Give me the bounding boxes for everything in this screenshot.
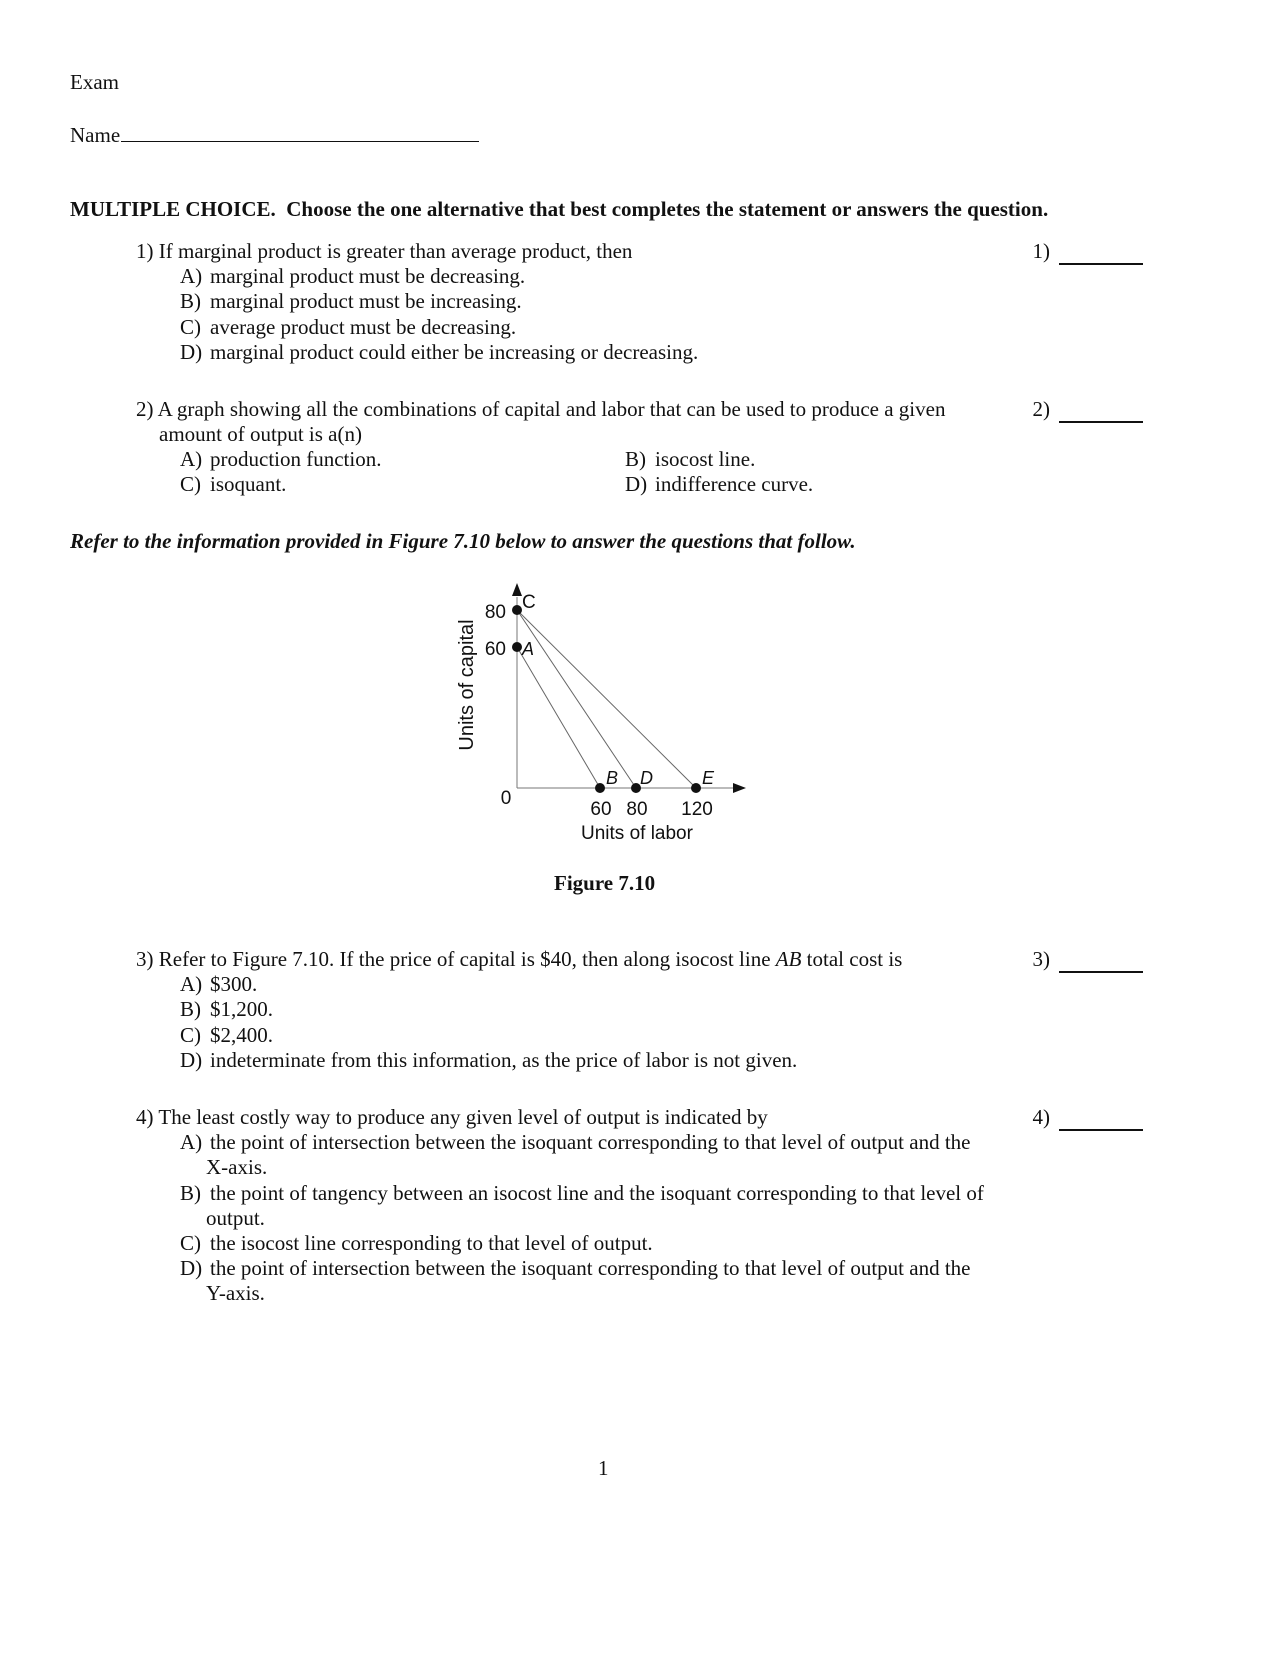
question-number: 4) <box>136 1105 154 1129</box>
option-b[interactable]: B) $1,200. <box>180 997 273 1021</box>
option-a[interactable]: A) $300. <box>180 972 258 996</box>
option-d[interactable]: D) marginal product could either be increasing or decreasing. <box>180 340 699 364</box>
question-number: 1) <box>136 239 154 263</box>
isocost-line-ce <box>517 610 696 788</box>
x-axis-arrow-icon <box>733 783 746 793</box>
answer-blank[interactable] <box>1059 1128 1143 1131</box>
option-b[interactable]: B) marginal product must be increasing. <box>180 289 522 313</box>
section-instructions <box>70 199 1048 220</box>
question-text: The least costly way to produce any given level of output is indicated by <box>158 1105 768 1129</box>
option-a[interactable]: A) the point of intersection between the isoquant corresponding to that level of output and the <box>180 1130 971 1154</box>
option-c[interactable]: C) the isocost line corresponding to that level of output. <box>180 1231 653 1255</box>
figure-caption: Figure 7.10 <box>554 871 656 895</box>
point-c <box>512 605 522 615</box>
answer-blank[interactable] <box>1059 262 1143 265</box>
option-d[interactable]: D) indeterminate from this information, as the price of labor is not given. <box>180 1048 798 1072</box>
question-stem <box>136 949 902 970</box>
option-d-continued: Y-axis. <box>206 1281 265 1305</box>
y-axis-arrow-icon <box>512 583 522 596</box>
point-label-d: D <box>640 768 653 788</box>
point-b <box>595 783 605 793</box>
y-axis-label: Units of capital <box>456 619 478 751</box>
origin-label: 0 <box>500 788 512 809</box>
answer-label: 2) <box>1032 397 1050 421</box>
question-number: 2) <box>136 397 154 421</box>
option-d[interactable]: D) the point of intersection between the isoquant corresponding to that level of output and the <box>180 1256 971 1280</box>
option-c[interactable]: C) average product must be decreasing. <box>180 315 517 339</box>
isocost-line-ab <box>517 647 600 788</box>
question-text-continued: amount of output is a(n) <box>159 422 362 446</box>
question-stem <box>136 241 632 262</box>
figure-7-10-graph <box>440 575 770 855</box>
x-axis-label: Units of labor <box>581 823 693 844</box>
option-c[interactable]: C) isoquant. <box>180 472 287 496</box>
y-tick-label: 60 <box>484 639 506 660</box>
option-a[interactable]: A) marginal product must be decreasing. <box>180 264 526 288</box>
question-text: If marginal product is greater than average product, then <box>158 239 633 263</box>
isocost-line-cd <box>517 610 636 788</box>
page-number: 1 <box>598 1456 609 1480</box>
question-term: AB <box>775 947 802 971</box>
question-text: Refer to Figure 7.10. If the price of capital is $40, then along isocost line <box>158 947 771 971</box>
name-label: Name <box>70 123 121 147</box>
figure-intro: Refer to the information provided in Figure 7.10 below to answer the questions that follow. <box>70 529 856 553</box>
x-tick-label: 60 <box>590 799 612 820</box>
option-b[interactable]: B) isocost line. <box>625 447 756 471</box>
answer-label: 4) <box>1032 1105 1050 1129</box>
point-label-a: A <box>522 639 535 659</box>
x-tick-label: 80 <box>626 799 648 820</box>
option-a[interactable]: A) production function. <box>180 447 382 471</box>
answer-label: 1) <box>1032 239 1050 263</box>
point-label-b: B <box>606 768 619 788</box>
option-c[interactable]: C) $2,400. <box>180 1023 273 1047</box>
answer-label: 3) <box>1032 947 1050 971</box>
option-d[interactable]: D) indifference curve. <box>625 472 814 496</box>
option-a-continued: X-axis. <box>206 1155 268 1179</box>
point-label-e: E <box>702 768 715 788</box>
question-text: A graph showing all the combinations of capital and labor that can be used to produce a given <box>157 397 946 421</box>
option-b-continued: output. <box>206 1206 265 1230</box>
option-b[interactable]: B) the point of tangency between an isocost line and the isoquant corresponding to that level of <box>180 1181 984 1205</box>
name-blank-line[interactable] <box>121 123 479 142</box>
point-a <box>512 642 522 652</box>
exam-title: Exam <box>70 70 119 94</box>
question-stem <box>136 1107 768 1128</box>
question-number: 3) <box>136 947 154 971</box>
x-tick-label: 120 <box>681 799 713 820</box>
section-instructions-text: Choose the one alternative that best completes the statement or answers the question. <box>286 197 1049 221</box>
point-e <box>691 783 701 793</box>
name-field[interactable] <box>70 123 479 146</box>
question-text-end: total cost is <box>806 947 903 971</box>
point-label-c: C <box>522 592 536 613</box>
answer-blank[interactable] <box>1059 420 1143 423</box>
y-tick-label: 80 <box>484 602 506 623</box>
answer-blank[interactable] <box>1059 970 1143 973</box>
question-stem <box>136 399 945 420</box>
section-heading: MULTIPLE CHOICE. <box>70 197 276 221</box>
